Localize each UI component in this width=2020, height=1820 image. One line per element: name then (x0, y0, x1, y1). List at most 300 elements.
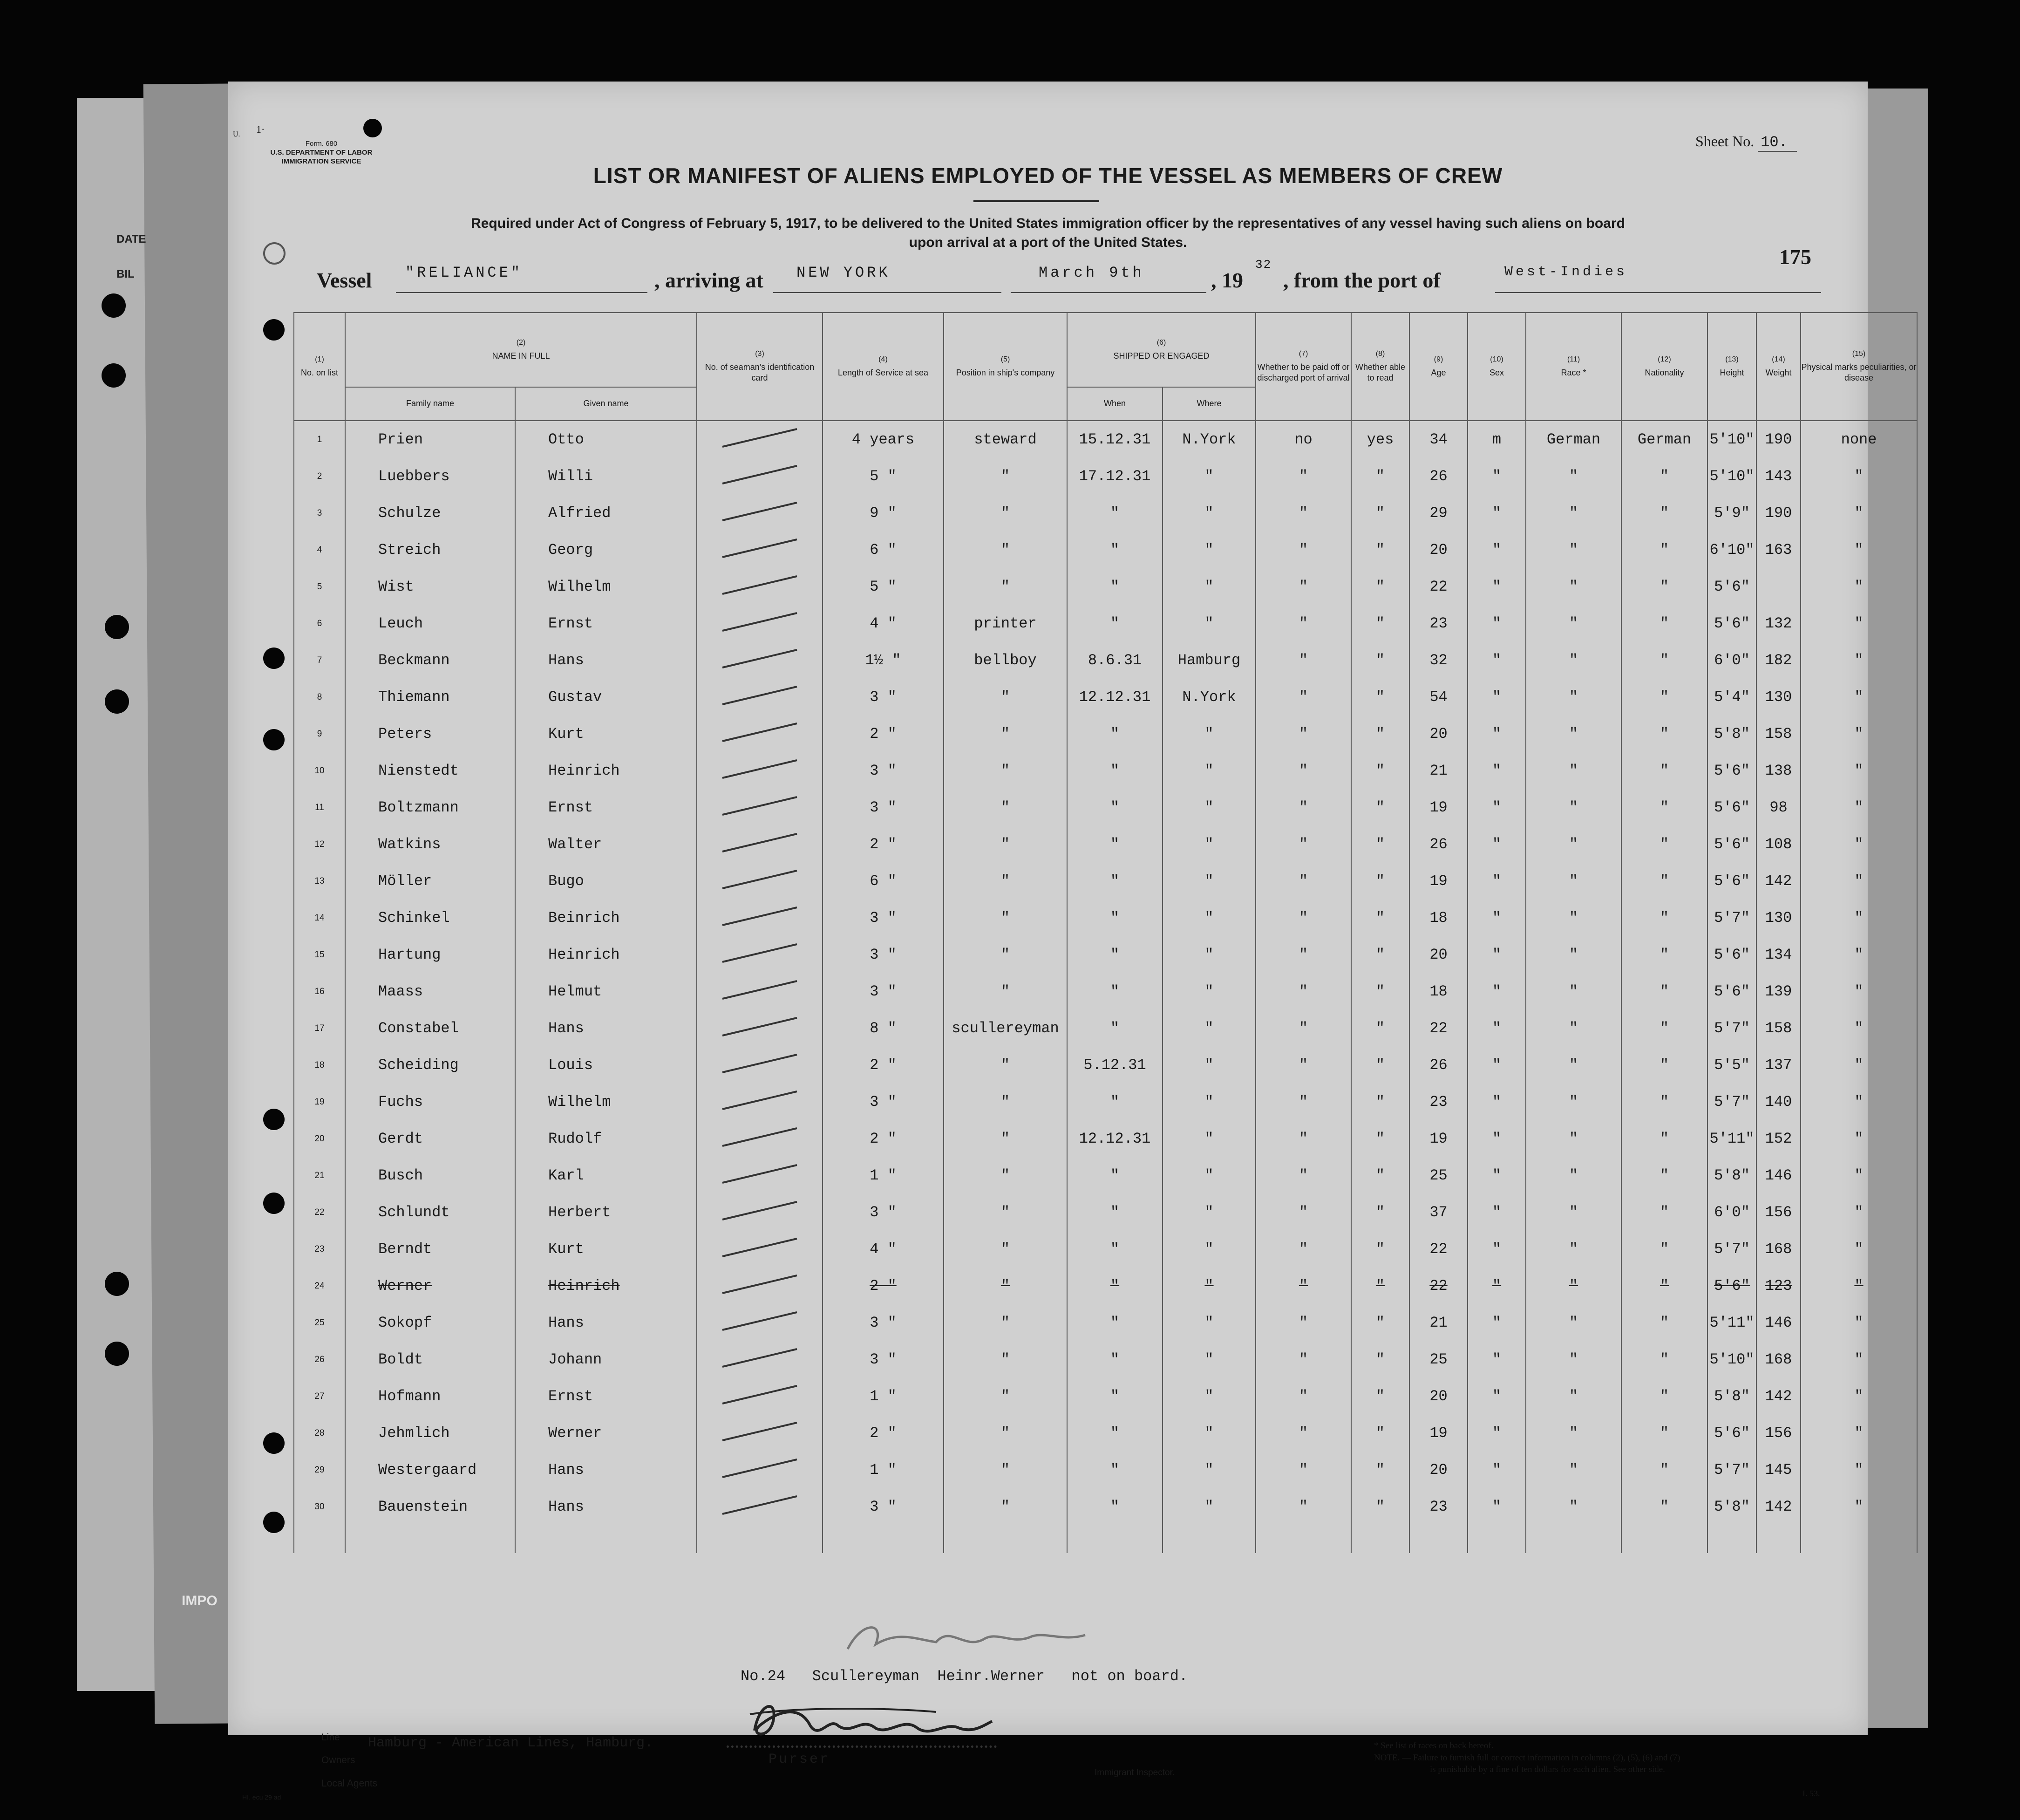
shipped-where: N.York (1163, 679, 1256, 716)
shipped-when: 12.12.31 (1067, 1120, 1163, 1157)
crew-row (294, 568, 1917, 605)
nationality: " (1621, 1415, 1707, 1452)
physical-marks: " (1801, 1047, 1917, 1084)
date-rule (1011, 292, 1206, 293)
physical-marks: " (1801, 1415, 1917, 1452)
ship-position: " (944, 973, 1067, 1010)
ship-position: " (944, 1157, 1067, 1194)
sex: " (1468, 1378, 1526, 1415)
seaman-card-check-mark (697, 679, 823, 716)
able-to-read: " (1351, 1120, 1409, 1157)
height: 5'10" (1707, 458, 1756, 495)
family-name: Hofmann (345, 1378, 515, 1415)
header-shipped-when: When (1067, 387, 1163, 421)
physical-marks: " (1801, 495, 1917, 532)
seaman-card-check-mark (697, 1304, 823, 1341)
given-name: Kurt (515, 716, 697, 752)
punch-hole (363, 119, 382, 137)
age: 26 (1409, 458, 1468, 495)
sex: " (1468, 1488, 1526, 1525)
age: 19 (1409, 789, 1468, 826)
able-to-read: " (1351, 495, 1409, 532)
punch-hole (105, 615, 129, 639)
list-number: 15 (294, 936, 345, 973)
length-of-service: 3 " (823, 973, 944, 1010)
family-name: Scheiding (345, 1047, 515, 1084)
family-name: Prien (345, 421, 515, 458)
family-name: Luebbers (345, 458, 515, 495)
header-length-service: (4) Length of Service at sea (823, 313, 944, 421)
able-to-read: " (1351, 1231, 1409, 1268)
family-name: Hartung (345, 936, 515, 973)
header-height: (13) Height (1707, 313, 1756, 421)
blank-cell (345, 1525, 515, 1553)
blank-cell (944, 1525, 1067, 1553)
age: 23 (1409, 1084, 1468, 1120)
shipped-where: " (1163, 1268, 1256, 1304)
age: 22 (1409, 1231, 1468, 1268)
shipped-when: " (1067, 1010, 1163, 1047)
nationality: " (1621, 1231, 1707, 1268)
vessel-label: Vessel (317, 268, 372, 292)
blank-cell (1409, 1525, 1468, 1553)
nationality: " (1621, 826, 1707, 863)
list-number: 20 (294, 1120, 345, 1157)
seaman-card-check-mark (697, 642, 823, 679)
family-name: Leuch (345, 605, 515, 642)
given-name: Wilhelm (515, 1084, 697, 1120)
able-to-read: " (1351, 1304, 1409, 1341)
sheet-number-value: 10. (1758, 134, 1797, 152)
sheet-number-label: Sheet No. (1695, 133, 1755, 150)
shipped-when: 15.12.31 (1067, 421, 1163, 458)
shipped-where: " (1163, 605, 1256, 642)
shipped-when: " (1067, 1378, 1163, 1415)
given-name: Ernst (515, 789, 697, 826)
race: " (1526, 1120, 1621, 1157)
height: 5'8" (1707, 1378, 1756, 1415)
sex: " (1468, 495, 1526, 532)
length-of-service: 3 " (823, 1084, 944, 1120)
race: " (1526, 532, 1621, 568)
given-name: Hans (515, 1304, 697, 1341)
race: " (1526, 936, 1621, 973)
length-of-service: 2 " (823, 1047, 944, 1084)
margin-text-date: DATE (116, 233, 146, 245)
shipped-when: " (1067, 568, 1163, 605)
given-name: Hans (515, 1488, 697, 1525)
sex: m (1468, 421, 1526, 458)
list-number: 3 (294, 495, 345, 532)
shipped-where: " (1163, 458, 1256, 495)
list-number: 27 (294, 1378, 345, 1415)
crew-row (294, 679, 1917, 716)
nationality: " (1621, 679, 1707, 716)
family-name: Wist (345, 568, 515, 605)
able-to-read: " (1351, 1084, 1409, 1120)
length-of-service: 1½ " (823, 642, 944, 679)
shipped-where: " (1163, 1341, 1256, 1378)
seaman-card-check-mark (697, 789, 823, 826)
blank-cell (1621, 1525, 1707, 1553)
nationality: " (1621, 458, 1707, 495)
length-of-service: 6 " (823, 863, 944, 900)
family-name: Boltzmann (345, 789, 515, 826)
able-to-read: " (1351, 532, 1409, 568)
paid-off: " (1256, 936, 1351, 973)
owners-label: Owners (321, 1755, 355, 1766)
punch-hole (105, 1272, 129, 1296)
race: " (1526, 1157, 1621, 1194)
header-shipped-engaged: (6) SHIPPED OR ENGAGED (1067, 313, 1256, 387)
nationality: " (1621, 568, 1707, 605)
given-name: Gustav (515, 679, 697, 716)
able-to-read: " (1351, 863, 1409, 900)
race: " (1526, 679, 1621, 716)
race: " (1526, 1488, 1621, 1525)
shipped-where: " (1163, 900, 1256, 936)
able-to-read: " (1351, 1194, 1409, 1231)
family-name: Peters (345, 716, 515, 752)
height: 5'7" (1707, 1452, 1756, 1488)
seaman-card-check-mark (697, 1341, 823, 1378)
ship-position: " (944, 1378, 1067, 1415)
shipped-where: " (1163, 532, 1256, 568)
length-of-service: 3 " (823, 752, 944, 789)
races-note: * See list of races on back hereof. (1374, 1741, 1494, 1751)
paid-off: " (1256, 605, 1351, 642)
arrival-port: NEW YORK (796, 264, 891, 281)
sex: " (1468, 936, 1526, 973)
ship-position: " (944, 1047, 1067, 1084)
race: " (1526, 1194, 1621, 1231)
able-to-read: " (1351, 973, 1409, 1010)
race: " (1526, 716, 1621, 752)
inspector-signature-image (843, 1616, 1104, 1658)
ship-position: " (944, 716, 1067, 752)
physical-marks: " (1801, 789, 1917, 826)
crew-row (294, 973, 1917, 1010)
age: 25 (1409, 1157, 1468, 1194)
list-number: 28 (294, 1415, 345, 1452)
origin-port: West-Indies (1504, 264, 1628, 280)
weight: 145 (1756, 1452, 1801, 1488)
shipped-when: " (1067, 1452, 1163, 1488)
local-agents-label: Local Agents (321, 1778, 378, 1789)
paid-off: " (1256, 1452, 1351, 1488)
list-number: 11 (294, 789, 345, 826)
header-nationality: (12) Nationality (1621, 313, 1707, 421)
nationality: " (1621, 532, 1707, 568)
race: " (1526, 458, 1621, 495)
weight: 163 (1756, 532, 1801, 568)
blank-cell (1351, 1525, 1409, 1553)
nationality: " (1621, 1120, 1707, 1157)
shipped-when: " (1067, 532, 1163, 568)
able-to-read: " (1351, 1268, 1409, 1304)
seaman-card-check-mark (697, 1084, 823, 1120)
given-name: Karl (515, 1157, 697, 1194)
sex: " (1468, 1452, 1526, 1488)
seaman-card-check-mark (697, 1120, 823, 1157)
blank-cell (1067, 1525, 1163, 1553)
shipped-when: " (1067, 605, 1163, 642)
length-of-service: 4 years (823, 421, 944, 458)
race: " (1526, 1341, 1621, 1378)
age: 20 (1409, 1452, 1468, 1488)
given-name: Werner (515, 1415, 697, 1452)
crew-row (294, 1378, 1917, 1415)
height: 6'10" (1707, 532, 1756, 568)
family-name: Schulze (345, 495, 515, 532)
age: 18 (1409, 900, 1468, 936)
height: 5'4" (1707, 679, 1756, 716)
physical-marks: " (1801, 863, 1917, 900)
ship-position: " (944, 532, 1067, 568)
seaman-card-check-mark (697, 1194, 823, 1231)
form-mark: 1· (256, 123, 265, 135)
shipped-when: " (1067, 1157, 1163, 1194)
given-name: Louis (515, 1047, 697, 1084)
ship-position: " (944, 1341, 1067, 1378)
shipped-when: " (1067, 1415, 1163, 1452)
seaman-card-check-mark (697, 1010, 823, 1047)
able-to-read: " (1351, 1047, 1409, 1084)
shipped-where: " (1163, 973, 1256, 1010)
race: " (1526, 642, 1621, 679)
race: " (1526, 1378, 1621, 1415)
length-of-service: 9 " (823, 495, 944, 532)
height: 5'7" (1707, 1010, 1756, 1047)
weight: 168 (1756, 1231, 1801, 1268)
race: " (1526, 1231, 1621, 1268)
nationality: " (1621, 1452, 1707, 1488)
nationality: " (1621, 1378, 1707, 1415)
shipped-where: " (1163, 752, 1256, 789)
weight: 146 (1756, 1157, 1801, 1194)
list-number: 21 (294, 1157, 345, 1194)
paid-off: " (1256, 532, 1351, 568)
nationality: " (1621, 752, 1707, 789)
race: " (1526, 1084, 1621, 1120)
blank-cell (515, 1525, 697, 1553)
family-name: Schinkel (345, 900, 515, 936)
given-name: Helmut (515, 973, 697, 1010)
physical-marks: " (1801, 1194, 1917, 1231)
able-to-read: yes (1351, 421, 1409, 458)
ship-position: " (944, 1268, 1067, 1304)
shipped-when: " (1067, 1194, 1163, 1231)
paid-off: " (1256, 1194, 1351, 1231)
physical-marks: " (1801, 1010, 1917, 1047)
crew-table (293, 312, 1918, 1553)
paid-off: " (1256, 1157, 1351, 1194)
shipped-when: " (1067, 495, 1163, 532)
weight: 123 (1756, 1268, 1801, 1304)
height: 5'6" (1707, 826, 1756, 863)
department-name: U.S. DEPARTMENT OF LABOR (270, 148, 373, 157)
crew-row (294, 863, 1917, 900)
able-to-read: " (1351, 568, 1409, 605)
punch-hole (263, 319, 285, 341)
age: 20 (1409, 1378, 1468, 1415)
able-to-read: " (1351, 1452, 1409, 1488)
ship-position: " (944, 752, 1067, 789)
sheet-number (1695, 133, 1797, 151)
age: 37 (1409, 1194, 1468, 1231)
shipped-when: 5.12.31 (1067, 1047, 1163, 1084)
header-paid-off: (7) Whether to be paid off or discharged port of arrival (1256, 313, 1351, 421)
age: 23 (1409, 1488, 1468, 1525)
sex: " (1468, 458, 1526, 495)
physical-marks: " (1801, 532, 1917, 568)
paid-off: " (1256, 789, 1351, 826)
given-name: Alfried (515, 495, 697, 532)
seaman-card-check-mark (697, 532, 823, 568)
ship-position: " (944, 1120, 1067, 1157)
crew-row (294, 716, 1917, 752)
height: 6'0" (1707, 642, 1756, 679)
nationality: " (1621, 863, 1707, 900)
seaman-card-check-mark (697, 826, 823, 863)
physical-marks: " (1801, 1084, 1917, 1120)
age: 21 (1409, 1304, 1468, 1341)
sex: " (1468, 1268, 1526, 1304)
ship-position: " (944, 568, 1067, 605)
shipped-when: " (1067, 789, 1163, 826)
service-name: IMMIGRATION SERVICE (281, 157, 361, 165)
weight: 108 (1756, 826, 1801, 863)
physical-marks: " (1801, 1231, 1917, 1268)
seaman-card-check-mark (697, 752, 823, 789)
nationality: " (1621, 1084, 1707, 1120)
given-name: Hans (515, 1010, 697, 1047)
weight: 130 (1756, 900, 1801, 936)
list-number: 9 (294, 716, 345, 752)
given-name: Herbert (515, 1194, 697, 1231)
crew-row (294, 1268, 1917, 1304)
given-name: Georg (515, 532, 697, 568)
list-number: 24 (294, 1268, 345, 1304)
shipped-where: " (1163, 1304, 1256, 1341)
ship-position: bellboy (944, 642, 1067, 679)
crew-row (294, 826, 1917, 863)
header-race: (11) Race * (1526, 313, 1621, 421)
height: 5'9" (1707, 495, 1756, 532)
race: " (1526, 826, 1621, 863)
seaman-card-check-mark (697, 421, 823, 458)
length-of-service: 5 " (823, 568, 944, 605)
manifest-sheet (228, 82, 1917, 1801)
sex: " (1468, 1010, 1526, 1047)
punch-hole (263, 1432, 285, 1454)
ship-position: " (944, 936, 1067, 973)
physical-marks: " (1801, 900, 1917, 936)
shipped-when: " (1067, 826, 1163, 863)
length-of-service: 3 " (823, 789, 944, 826)
crew-row (294, 1157, 1917, 1194)
family-name: Jehmlich (345, 1415, 515, 1452)
shipped-when: " (1067, 863, 1163, 900)
length-of-service: 5 " (823, 458, 944, 495)
physical-marks: " (1801, 1120, 1917, 1157)
family-name: Thiemann (345, 679, 515, 716)
age: 19 (1409, 863, 1468, 900)
family-name: Schlundt (345, 1194, 515, 1231)
length-of-service: 3 " (823, 1304, 944, 1341)
age: 18 (1409, 973, 1468, 1010)
list-number: 7 (294, 642, 345, 679)
shipped-where: " (1163, 1157, 1256, 1194)
age: 22 (1409, 568, 1468, 605)
shipped-where: " (1163, 863, 1256, 900)
subtitle-line-1: Required under Act of Congress of February 5, 1917, to be delivered to the United States immigration officer by the representatives of any vessel having such aliens on board (471, 216, 1625, 231)
penalty-note-cont: is punishable by a fine of ten dollars for each alien. See other side. (1430, 1765, 1665, 1775)
nationality: " (1621, 642, 1707, 679)
sex: " (1468, 1231, 1526, 1268)
crew-row (294, 936, 1917, 973)
height: 5'10" (1707, 421, 1756, 458)
shipped-when: " (1067, 973, 1163, 1010)
race: " (1526, 1304, 1621, 1341)
seaman-card-check-mark (697, 936, 823, 973)
blank-cell (697, 1525, 823, 1553)
race: " (1526, 1047, 1621, 1084)
punch-hole (102, 293, 126, 318)
family-name: Busch (345, 1157, 515, 1194)
ship-position: printer (944, 605, 1067, 642)
given-name: Hans (515, 642, 697, 679)
blank-cell (1526, 1525, 1621, 1553)
able-to-read: " (1351, 458, 1409, 495)
weight: 152 (1756, 1120, 1801, 1157)
blank-cell (1256, 1525, 1351, 1553)
height: 5'6" (1707, 863, 1756, 900)
race: German (1526, 421, 1621, 458)
given-name: Ernst (515, 605, 697, 642)
paid-off: " (1256, 1120, 1351, 1157)
length-of-service: 2 " (823, 1415, 944, 1452)
shipped-where: " (1163, 1231, 1256, 1268)
able-to-read: " (1351, 900, 1409, 936)
list-number: 14 (294, 900, 345, 936)
punch-hole (105, 689, 129, 714)
paid-off: " (1256, 679, 1351, 716)
shipped-where: " (1163, 789, 1256, 826)
height: 5'8" (1707, 716, 1756, 752)
weight: 156 (1756, 1194, 1801, 1231)
length-of-service: 2 " (823, 826, 944, 863)
list-number: 8 (294, 679, 345, 716)
height: 5'8" (1707, 1488, 1756, 1525)
header-shipped-where: Where (1163, 387, 1256, 421)
nationality: " (1621, 605, 1707, 642)
race: " (1526, 1010, 1621, 1047)
paid-off: " (1256, 458, 1351, 495)
seaman-card-check-mark (697, 1047, 823, 1084)
list-number: 10 (294, 752, 345, 789)
shipped-where: " (1163, 716, 1256, 752)
weight: 134 (1756, 936, 1801, 973)
race: " (1526, 789, 1621, 826)
seaman-card-check-mark (697, 900, 823, 936)
seaman-card-check-mark (697, 1268, 823, 1304)
physical-marks: " (1801, 1488, 1917, 1525)
given-name: Heinrich (515, 752, 697, 789)
header-able-to-read: (8) Whether able to read (1351, 313, 1409, 421)
list-number: 19 (294, 1084, 345, 1120)
able-to-read: " (1351, 642, 1409, 679)
